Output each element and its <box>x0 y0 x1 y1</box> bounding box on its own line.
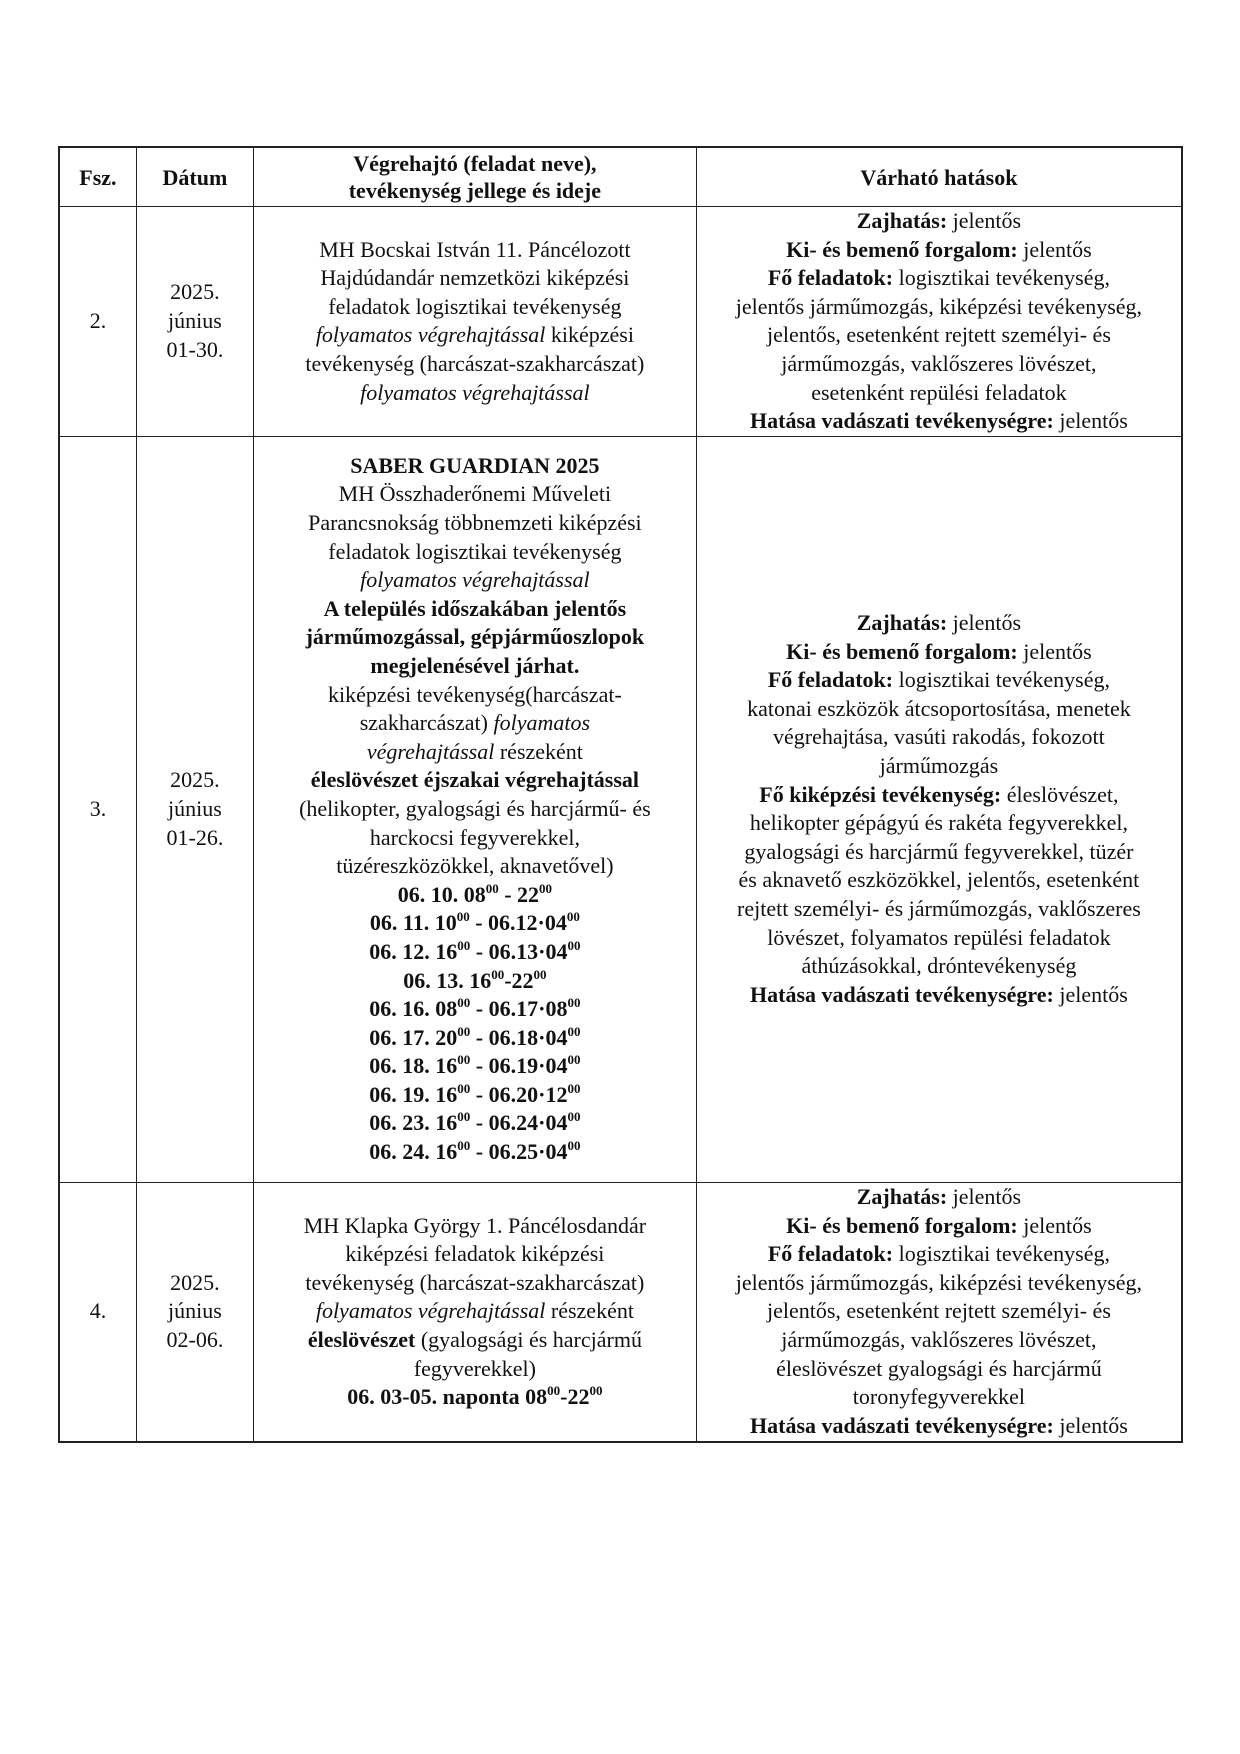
time-start: 06. 16. 08 <box>369 996 458 1022</box>
effect-line: lövészet, folyamatos repülési feladatok <box>767 924 1111 950</box>
time-start: 06. 23. 16 <box>369 1110 458 1136</box>
time-start-minutes: 00 <box>456 909 470 925</box>
time-end-minutes: 00 <box>566 909 580 925</box>
time-slot-text <box>369 1082 580 1107</box>
time-end: - 06.13·04 <box>470 938 568 964</box>
effect-line: és aknavető eszközökkel, jelentős, esetenként <box>738 867 1140 893</box>
time-end-minutes: 00 <box>567 1109 581 1125</box>
executor-line <box>260 1326 690 1355</box>
exercise-title-text: SABER GUARDIAN 2025 <box>350 452 600 478</box>
time-start: 06. 10. 08 <box>397 881 486 907</box>
time-start-minutes: 00 <box>457 1109 471 1125</box>
effect-value: jelentős <box>947 208 1022 233</box>
row-date <box>136 1182 253 1442</box>
time-slot <box>260 1024 690 1053</box>
time-end: - 06.12·04 <box>469 910 567 936</box>
effect-line: gyalogsági és harcjármű fegyverekkel, tüzér <box>744 838 1134 864</box>
row-effects <box>696 1182 1182 1442</box>
effect-label: Hatása vadászati tevékenységre: <box>750 408 1054 434</box>
executor-line <box>260 738 690 767</box>
executor-line <box>260 321 690 350</box>
time-slot <box>260 1109 690 1138</box>
time-start-minutes: 00 <box>491 966 505 982</box>
effect-value: jelentős <box>1017 236 1092 262</box>
effect-label: Hatása vadászati tevékenységre: <box>750 1412 1054 1438</box>
effect-noise <box>703 1183 1175 1212</box>
row-executor <box>253 207 696 437</box>
time-end: - 06.19·04 <box>470 1053 568 1079</box>
exercise-title <box>260 452 690 481</box>
effect-line: esetenként repülési feladatok <box>811 379 1067 405</box>
executor-bold-line <box>260 766 690 795</box>
time-end: - 22 <box>498 881 540 907</box>
time-slot-text <box>369 1053 580 1078</box>
executor-text: szakharcászat) <box>359 710 494 736</box>
header-date: Dátum <box>136 147 253 207</box>
date-month: június <box>168 1298 222 1324</box>
effect-label: Ki- és bemenő forgalom: <box>786 1212 1018 1238</box>
effect-label: Hatása vadászati tevékenységre: <box>750 981 1054 1007</box>
executor-italic: folyamatos végrehajtással <box>315 1298 546 1324</box>
time-end-minutes: 00 <box>567 1052 581 1068</box>
time-slot <box>260 1052 690 1081</box>
executor-line: MH Összhaderőnemi Műveleti <box>338 481 612 507</box>
table-row <box>59 207 1182 437</box>
time-end-minutes: 00 <box>539 880 553 896</box>
time-slot <box>260 1081 690 1110</box>
executor-line: fegyverekkel) <box>413 1355 536 1381</box>
time-slot-text <box>398 882 552 907</box>
date-month: június <box>168 795 222 821</box>
executor-line: MH Bocskai István 11. Páncélozott <box>319 236 631 262</box>
executor-bold-line <box>260 623 690 652</box>
executor-text: kiképzési <box>545 322 634 348</box>
effect-line: áthúzásokkal, dróntevékenység <box>801 953 1077 979</box>
effect-hunting <box>703 1412 1175 1441</box>
row-executor <box>253 436 696 1182</box>
time-start-minutes: 00 <box>457 1138 471 1154</box>
executor-line <box>260 1297 690 1326</box>
time-slot <box>260 1138 690 1167</box>
executor-line: kiképzési tevékenység(harcászat- <box>327 681 622 707</box>
time-start-minutes: 00 <box>457 1080 471 1096</box>
time-start: 06. 19. 16 <box>369 1081 458 1107</box>
date-days: 01-30. <box>166 336 224 362</box>
time-slot-text <box>369 996 580 1021</box>
time-end: -22 <box>560 1384 590 1410</box>
time-slot <box>260 909 690 938</box>
time-slot <box>260 1383 690 1412</box>
table-row <box>59 436 1182 1182</box>
time-end: - 06.17·08 <box>470 996 568 1022</box>
effect-value: jelentős <box>1053 1412 1128 1438</box>
time-end: - 06.18·04 <box>470 1024 568 1050</box>
executor-line: feladatok logisztikai tevékenység <box>328 293 622 319</box>
time-start-minutes: 00 <box>485 880 499 896</box>
header-executor-line2: tevékenység jellege és ideje <box>348 178 602 203</box>
executor-text: részeként <box>545 1298 634 1324</box>
time-start: 06. 11. 10 <box>369 910 457 936</box>
time-start: 06. 18. 16 <box>369 1053 458 1079</box>
executor-bold: A település időszakában jelentős <box>323 595 627 621</box>
executor-line: tevékenység (harcászat-szakharcászat) <box>305 350 645 376</box>
effect-line: jelentős járműmozgás, kiképzési tevékenység, <box>735 1269 1143 1295</box>
time-slot <box>260 881 690 910</box>
header-executor-line1: Végrehajtó (feladat neve), <box>353 151 597 176</box>
table-row <box>59 1182 1182 1442</box>
effect-value: logisztikai tevékenység, <box>893 1241 1110 1267</box>
effect-hunting <box>703 981 1175 1010</box>
effect-line: toronyfegyverekkel <box>852 1384 1026 1410</box>
effect-line: katonai eszközök átcsoportosítása, menetek <box>747 695 1131 721</box>
time-start-minutes: 00 <box>457 1052 471 1068</box>
executor-line: tüzéreszközökkel, aknavetővel) <box>336 853 614 879</box>
executor-bold-line <box>260 652 690 681</box>
time-end-minutes: 00 <box>567 995 581 1011</box>
effect-label: Fő feladatok: <box>767 1241 894 1267</box>
time-slot-text <box>347 1384 602 1409</box>
executor-line: MH Klapka György 1. Páncélosdandár <box>303 1212 647 1238</box>
executor-line <box>260 566 690 595</box>
effect-value: logisztikai tevékenység, <box>893 667 1110 693</box>
effect-label: Fő feladatok: <box>767 265 894 291</box>
effect-noise <box>703 207 1175 236</box>
executor-line <box>260 709 690 738</box>
time-end-minutes: 00 <box>589 1383 603 1399</box>
date-month: június <box>168 308 222 334</box>
effect-line: végrehajtása, vasúti rakodás, fokozott <box>773 724 1105 750</box>
time-start: 06. 17. 20 <box>369 1024 458 1050</box>
time-slot <box>260 995 690 1024</box>
row-executor <box>253 1182 696 1442</box>
effect-line: rejtett személyi- és járműmozgás, vaklőszeres <box>737 896 1141 922</box>
effect-label: Zajhatás: <box>856 610 948 636</box>
row-number: 3. <box>59 436 136 1182</box>
header-executor <box>253 147 696 207</box>
row-effects <box>696 207 1182 437</box>
header-fsz: Fsz. <box>59 147 136 207</box>
time-slot-text <box>369 1110 580 1135</box>
time-slot-text <box>403 968 546 993</box>
row-date <box>136 207 253 437</box>
time-start: 06. 12. 16 <box>369 938 458 964</box>
effect-label: Zajhatás: <box>856 1184 948 1210</box>
time-start: 06. 03-05. naponta 08 <box>347 1384 548 1410</box>
executor-italic: folyamatos végrehajtással <box>360 567 590 593</box>
executor-text: részeként <box>494 738 583 764</box>
effect-line: helikopter gépágyú és rakéta fegyverekkel, <box>749 810 1128 836</box>
time-end: -22 <box>504 967 534 993</box>
effect-line: jelentős járműmozgás, kiképzési tevékenység, <box>735 293 1143 319</box>
effect-tasks <box>703 666 1175 695</box>
effect-line: járműmozgás <box>879 753 999 779</box>
executor-italic: folyamatos végrehajtással <box>360 379 590 405</box>
effect-value: jelentős <box>1017 1212 1092 1238</box>
effect-value: logisztikai tevékenység, <box>893 265 1110 291</box>
effect-noise <box>703 609 1175 638</box>
effect-line: éleslövészet gyalogsági és harcjármű <box>776 1355 1102 1381</box>
row-date <box>136 436 253 1182</box>
row-number: 2. <box>59 207 136 437</box>
executor-line: tevékenység (harcászat-szakharcászat) <box>305 1269 645 1295</box>
date-year: 2025. <box>170 279 220 305</box>
time-end-minutes: 00 <box>533 966 547 982</box>
effect-value: jelentős <box>1053 981 1128 1007</box>
executor-line: harckocsi fegyverekkel, <box>369 824 580 850</box>
executor-italic: végrehajtással <box>366 738 495 764</box>
executor-bold: éleslövészet éjszakai végrehajtással <box>310 767 640 793</box>
executor-line <box>260 379 690 408</box>
effect-label: Fő feladatok: <box>767 667 894 693</box>
time-start-minutes: 00 <box>457 995 471 1011</box>
time-end-minutes: 00 <box>567 1080 581 1096</box>
time-slot-text <box>369 1025 580 1050</box>
effect-line: járműmozgás, vaklőszeres lövészet, <box>781 350 1097 376</box>
date-days: 01-26. <box>166 824 224 850</box>
executor-bold-line <box>260 595 690 624</box>
effect-value: jelentős <box>1017 638 1092 664</box>
effect-label: Ki- és bemenő forgalom: <box>786 236 1018 262</box>
effect-training <box>703 781 1175 810</box>
time-slot-text <box>370 910 580 935</box>
executor-text: (gyalogsági és harcjármű <box>415 1327 642 1353</box>
effect-label: Zajhatás: <box>856 208 948 233</box>
effect-hunting <box>703 407 1175 436</box>
effect-line: járműmozgás, vaklőszeres lövészet, <box>781 1327 1097 1353</box>
date-days: 02-06. <box>166 1327 224 1353</box>
time-end: - 06.25·04 <box>470 1139 568 1165</box>
effect-tasks <box>703 264 1175 293</box>
time-start-minutes: 00 <box>547 1383 561 1399</box>
effect-value: jelentős <box>947 1184 1022 1210</box>
time-end: - 06.24·04 <box>470 1110 568 1136</box>
row-number: 4. <box>59 1182 136 1442</box>
executor-bold: járműmozgással, gépjárműoszlopok <box>305 624 645 650</box>
effect-traffic <box>703 638 1175 667</box>
executor-italic: folyamatos végrehajtással <box>315 322 546 348</box>
time-start: 06. 24. 16 <box>369 1139 458 1165</box>
header-effects: Várható hatások <box>696 147 1182 207</box>
time-slot-text <box>369 939 580 964</box>
executor-line: kiképzési feladatok kiképzési <box>345 1241 605 1267</box>
time-end-minutes: 00 <box>567 937 581 953</box>
effect-label: Ki- és bemenő forgalom: <box>786 638 1018 664</box>
effect-value: éleslövészet, <box>1001 781 1119 807</box>
time-slot <box>260 967 690 996</box>
effect-tasks <box>703 1240 1175 1269</box>
executor-line: Parancsnokság többnemzeti kiképzési <box>308 510 642 536</box>
executor-line: feladatok logisztikai tevékenység <box>328 538 622 564</box>
header-row <box>59 147 1182 207</box>
date-year: 2025. <box>170 1269 220 1295</box>
time-slot <box>260 938 690 967</box>
time-end-minutes: 00 <box>567 1023 581 1039</box>
executor-line: Hajdúdandár nemzetközi kiképzési <box>320 265 630 291</box>
effect-traffic <box>703 236 1175 265</box>
time-start: 06. 13. 16 <box>403 967 492 993</box>
executor-bold: megjelenésével járhat. <box>370 652 580 678</box>
time-end: - 06.20·12 <box>470 1081 568 1107</box>
time-start-minutes: 00 <box>457 937 471 953</box>
executor-line: (helikopter, gyalogsági és harcjármű- és <box>299 795 651 821</box>
effect-line: jelentős, esetenként rejtett személyi- és <box>766 322 1111 348</box>
effect-value: jelentős <box>1053 408 1128 434</box>
time-start-minutes: 00 <box>457 1023 471 1039</box>
effect-value: jelentős <box>947 610 1022 636</box>
executor-bold: éleslövészet <box>307 1327 416 1353</box>
time-end-minutes: 00 <box>567 1138 581 1154</box>
date-year: 2025. <box>170 767 220 793</box>
effect-label: Fő kiképzési tevékenység: <box>759 781 1002 807</box>
executor-italic: folyamatos <box>493 710 591 736</box>
row-effects <box>696 436 1182 1182</box>
time-slot-text <box>369 1139 580 1164</box>
schedule-table <box>58 146 1183 1443</box>
effect-traffic <box>703 1212 1175 1241</box>
effect-line: jelentős, esetenként rejtett személyi- és <box>766 1298 1111 1324</box>
